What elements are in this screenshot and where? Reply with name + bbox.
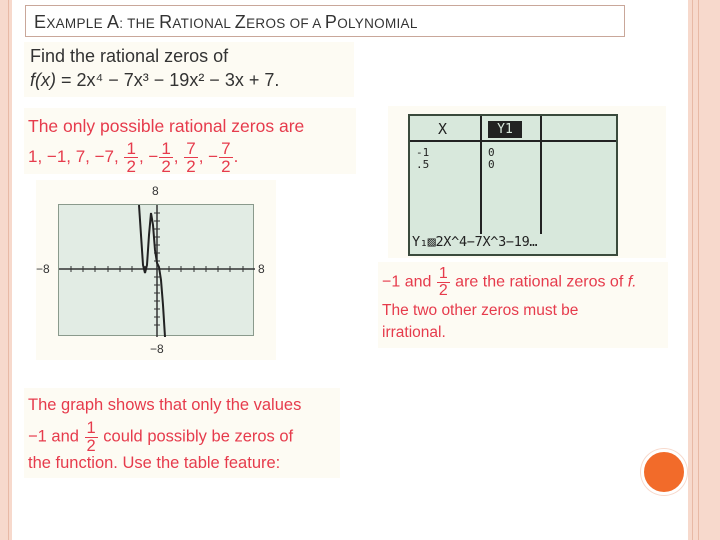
graph-note-line-3: the function. Use the table feature: [28, 454, 281, 472]
result-line-2: The two other zeros must be [382, 302, 579, 319]
problem-panel [24, 42, 354, 97]
result-line-3: irrational. [382, 324, 446, 341]
result-panel [378, 262, 668, 348]
graph-panel [36, 180, 276, 360]
table-cell-x: -1 [416, 146, 430, 159]
x-min-label: −8 [36, 262, 50, 276]
slide-title: EXAMPLE A: THE RATIONAL ZEROS OF A POLYNOMIAL [34, 12, 418, 32]
polynomial-graph [59, 205, 255, 337]
possible-zeros-panel [24, 108, 356, 174]
calculator-table-screen [408, 114, 618, 256]
graph-note-line-2: −1 and $\frac{1}{2}$ could possibly be zeros of [28, 419, 294, 455]
table-cell-y: 0 [488, 158, 495, 171]
possible-zeros-heading: The only possible rational zeros are [28, 116, 305, 136]
graph-note-panel [24, 388, 340, 478]
table-panel [388, 106, 666, 258]
table-cell-y: 0 [488, 146, 495, 159]
function-curve [139, 205, 165, 337]
graph-note-line-1: The graph shows that only the values [28, 396, 302, 414]
table-header-x: X [438, 120, 448, 138]
decorative-orange-circle [641, 449, 687, 495]
table-cell-x: .5 [416, 158, 430, 171]
problem-line: Find the rational zeros of [30, 46, 229, 66]
table-header-y1: Y1 [488, 121, 522, 138]
calculator-graph-screen [58, 204, 254, 336]
y-min-label: −8 [150, 342, 164, 356]
slide-title-box [25, 5, 625, 37]
result-line: −1 and $\frac{1}{2}$ are the rational zeros of f. [382, 265, 637, 299]
left-border [0, 0, 12, 540]
table-footer-equation: Y₁▨2X^4−7X^3−19… [412, 234, 538, 250]
x-max-label: 8 [258, 262, 265, 276]
right-border [688, 0, 720, 540]
possible-zeros-list: 1, −1, 7, −7, $\frac{1}{2}$ , − $\frac{1}{2}$ , $\frac{7}{2}$ , − $\frac{7}{2}$ . [28, 139, 239, 176]
y-max-label: 8 [152, 184, 159, 198]
problem-equation: f(x) = 2x⁴ − 7x³ − 19x² − 3x + 7. [30, 70, 280, 90]
